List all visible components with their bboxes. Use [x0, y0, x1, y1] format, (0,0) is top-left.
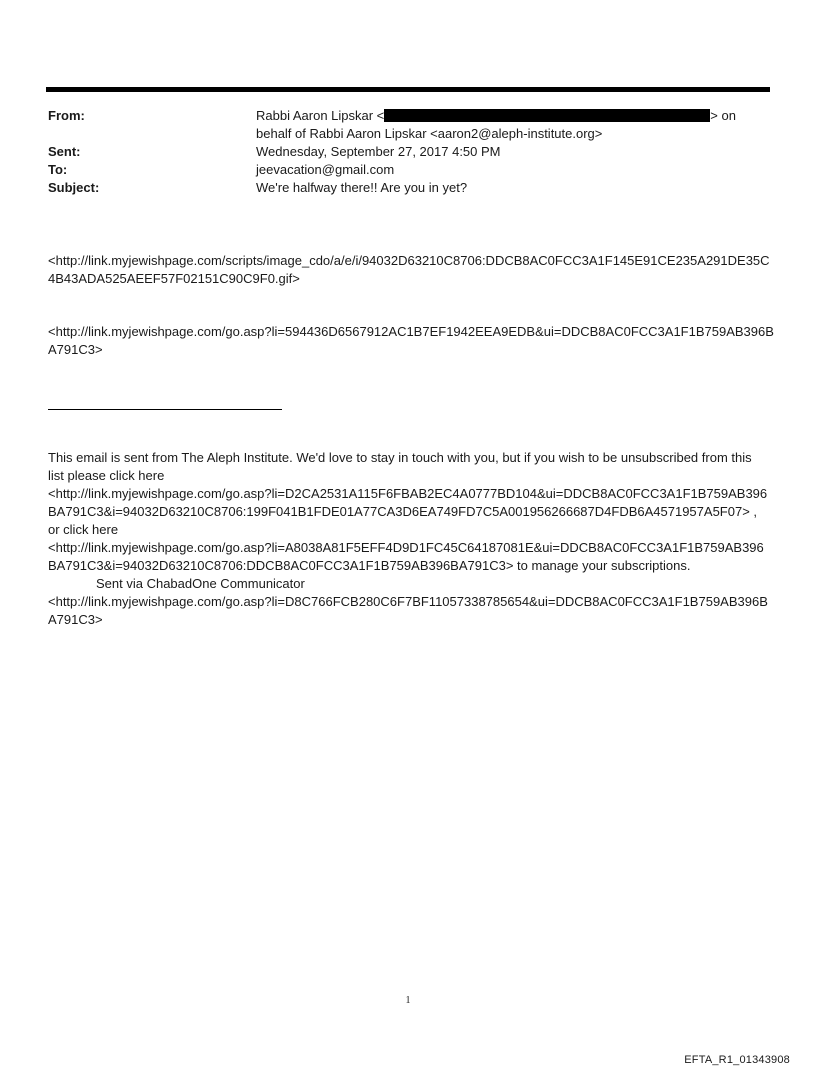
from-prefix: Rabbi Aaron Lipskar <: [256, 108, 385, 123]
image-link[interactable]: <http://link.myjewishpage.com/scripts/image_cdo/a/e/i/94032D63210C8706:DDCB8AC0FCC3A1F145E91CE235A291DE35C4B43ADA525AEEF57F02151C90C9F0.gif>: [48, 253, 770, 286]
page-number: 1: [405, 995, 411, 1006]
footer-intro: This email is sent from The Aleph Institute. We'd love to stay in touch with you, but if you wish to be unsubscribed from this list please click here: [48, 450, 752, 483]
to-row: [48, 161, 770, 179]
sent-via: Sent via ChabadOne Communicator: [96, 576, 305, 591]
from-line2: behalf of Rabbi Aaron Lipskar <aaron2@aleph-institute.org>: [256, 126, 603, 141]
unsubscribe-after: ,: [749, 504, 758, 519]
email-header: [48, 107, 770, 197]
sent-value: Wednesday, September 27, 2017 4:50 PM: [256, 144, 501, 159]
from-suffix: > on: [710, 108, 736, 123]
chabad-link[interactable]: <http://link.myjewishpage.com/go.asp?li=D8C766FCB280C6F7BF11057338785654&ui=DDCB8AC0FCC3A1F1B759AB396BA791C3>: [48, 594, 768, 627]
subject-label: Subject:: [48, 180, 100, 195]
sent-row: [48, 143, 770, 161]
unsubscribe-link-line: [48, 485, 770, 521]
subject-value: We're halfway there!! Are you in yet?: [256, 180, 468, 195]
to-value[interactable]: jeevacation@gmail.com: [256, 162, 395, 177]
unsubscribe-link[interactable]: <http://link.myjewishpage.com/go.asp?li=D2CA2531A115F6FBAB2EC4A0777BD104&ui=DDCB8AC0FCC3A1F1B759AB396BA791C3&i=94032D63210C8706:199F041B1FDE01A77CA3D6EA749FD7C5A001956266687D4FDB6A4571957A5F07>: [48, 486, 768, 519]
redaction-bar: [384, 109, 710, 122]
manage-subscriptions-link[interactable]: <http://link.myjewishpage.com/go.asp?li=A8038A81F5EFF4D9D1FC45C64187081E&ui=DDCB8AC0FCC3A1F1B759AB396BA791C3&i=94032D63210C8706:DDCB8AC0FCC3A1F1B759AB396BA791C3>: [48, 540, 764, 573]
subject-row: [48, 179, 770, 197]
bates-stamp: EFTA_R1_01343908: [684, 1054, 790, 1066]
to-label: To:: [48, 162, 68, 177]
from-label: From:: [48, 108, 85, 123]
from-row: [48, 107, 770, 143]
or-click-here: or click here: [48, 522, 119, 537]
manage-link-line: [48, 539, 770, 575]
go-link[interactable]: <http://link.myjewishpage.com/go.asp?li=594436D6567912AC1B7EF1942EEA9EDB&ui=DDCB8AC0FCC3A1F1B759AB396BA791C3>: [48, 324, 774, 357]
manage-after: to manage your subscriptions.: [513, 558, 691, 573]
sent-label: Sent:: [48, 144, 81, 159]
unsubscribe-footer: [48, 449, 770, 629]
from-value: [256, 107, 770, 143]
header-rule: [46, 87, 770, 92]
signature-separator: [48, 409, 282, 410]
